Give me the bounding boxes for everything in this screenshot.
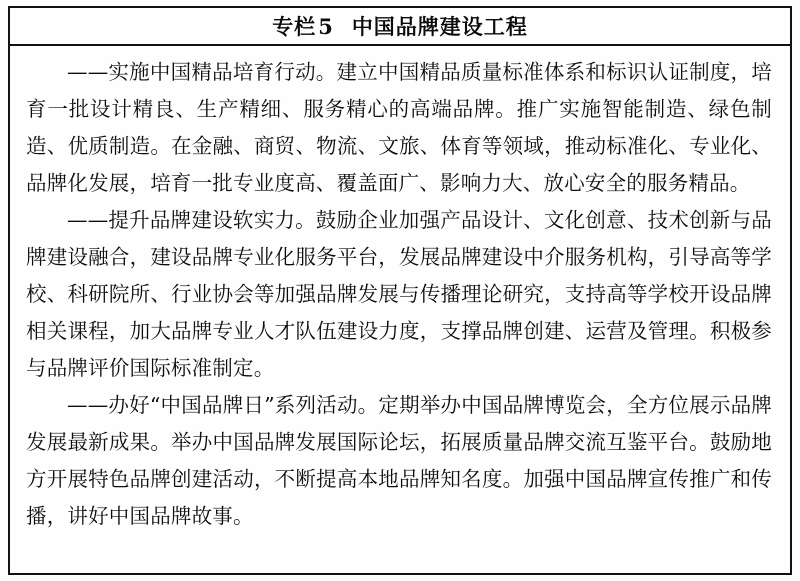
box-body — [10, 46, 790, 539]
box-title — [272, 11, 528, 41]
box-title-text: 中国品牌建设工程 — [351, 14, 528, 39]
box-title-number: 5 — [318, 14, 334, 39]
paragraph: ——办好“中国品牌日”系列活动。定期举办中国品牌博览会，全方位展示品牌发展最新成果。举办中国品牌发展国际论坛，拓展质量品牌交流互鉴平台。鼓励地方开展特色品牌创建活动，不断提高本地品牌知名度。加强中国品牌宣传推广和传播，讲好中国品牌故事。 — [26, 393, 772, 528]
box-title-prefix: 专栏 — [272, 14, 317, 39]
paragraph: ——提升品牌建设软实力。鼓励企业加强产品设计、文化创意、技术创新与品牌建设融合，建设品牌专业化服务平台，发展品牌建设中介服务机构，引导高等学校、科研院所、行业协会等加强品牌发展与传播理论研究，支持高等学校开设品牌相关课程，加大品牌专业人才队伍建设力度，支撑品牌创建、运营及管理。积极参与品牌评价国际标准制定。 — [26, 208, 772, 380]
box-title-bar — [10, 8, 790, 46]
highlight-box — [8, 6, 792, 575]
paragraph: ——实施中国精品培育行动。建立中国精品质量标准体系和标识认证制度，培育一批设计精良、生产精细、服务精心的高端品牌。推广实施智能制造、绿色制造、优质制造。在金融、商贸、物流、文旅、体育等领域，推动标准化、专业化、品牌化发展，培育一批专业度高、覆盖面广、影响力大、放心安全的服务精品。 — [26, 60, 772, 195]
